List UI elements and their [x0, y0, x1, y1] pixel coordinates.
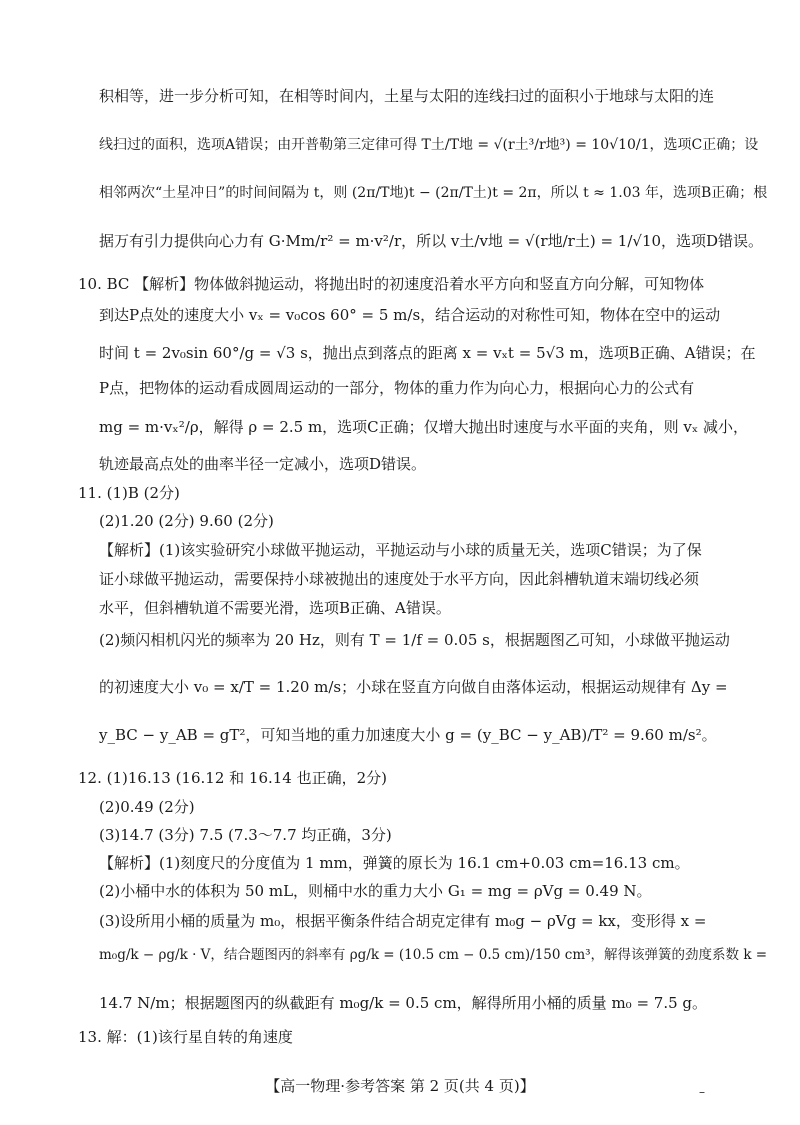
text-line: (3)设所用小桶的质量为 m₀，根据平衡条件结合胡克定律有 m₀g − ρVg = kx，变形得 x =	[99, 912, 707, 930]
question-12-heading: 12. (1)16.13 (16.12 和 16.14 也正确，2分)	[78, 769, 388, 787]
question-11-heading: 11. (1)B (2分)	[78, 484, 180, 502]
text-line: m₀g/k − ρg/k · V，结合题图丙的斜率有 ρg/k = (10.5 cm − 0.5 cm)/150 cm³，解得该弹簧的劲度系数 k =	[99, 947, 768, 963]
corner-mark: –	[699, 1085, 705, 1099]
text-line: 轨迹最高点处的曲率半径一定减小，选项D错误。	[99, 455, 427, 473]
text-line: 据万有引力提供向心力有 G·Mm/r² = m·v²/r，所以 v土/v地 = √(r地/r土) = 1/√10，选项D错误。	[99, 232, 764, 250]
text-line: 积相等，进一步分析可知，在相等时间内，土星与太阳的连线扫过的面积小于地球与太阳的连	[99, 87, 715, 105]
text-line: 的初速度大小 v₀ = x/T = 1.20 m/s；小球在竖直方向做自由落体运动，根据运动规律有 Δy =	[99, 678, 728, 696]
question-10-heading: 10. BC 【解析】物体做斜抛运动，将抛出时的初速度沿着水平方向和竖直方向分解，可知物体	[78, 275, 705, 293]
page-footer: 【高一物理·参考答案 第 2 页(共 4 页)】	[265, 1077, 535, 1095]
text-line: 到达P点处的速度大小 vₓ = v₀cos 60° = 5 m/s，结合运动的对称性可知，物体在空中的运动	[99, 306, 721, 324]
text-line: 线扫过的面积，选项A错误；由开普勒第三定律可得 T土/T地 = √(r土³/r地³) = 10√10/1，选项C正确；设	[99, 137, 759, 153]
text-line: 14.7 N/m；根据题图丙的纵截距有 m₀g/k = 0.5 cm，解得所用小桶的质量 m₀ = 7.5 g。	[99, 994, 708, 1012]
text-line: (2)0.49 (2分)	[99, 798, 195, 816]
analysis-line: 【解析】(1)刻度尺的分度值为 1 mm，弹簧的原长为 16.1 cm+0.03 cm=16.13 cm。	[99, 854, 690, 872]
text-line: (2)1.20 (2分) 9.60 (2分)	[99, 512, 274, 530]
text-line: mg = m·vₓ²/ρ，解得 ρ = 2.5 m，选项C正确；仅增大抛出时速度与水平面的夹角，则 vₓ 减小，	[99, 418, 749, 436]
text-line: P点，把物体的运动看成圆周运动的一部分，物体的重力作为向心力，根据向心力的公式有	[99, 379, 695, 397]
text-line: y_BC − y_AB = gT²，可知当地的重力加速度大小 g = (y_BC − y_AB)/T² = 9.60 m/s²。	[99, 726, 717, 744]
text-line: 相邻两次“土星冲日”的时间间隔为 t，则 (2π/T地)t − (2π/T土)t = 2π，所以 t ≈ 1.03 年，选项B正确；根	[99, 185, 768, 201]
text-line: 水平，但斜槽轨道不需要光滑，选项B正确、A错误。	[99, 599, 451, 617]
text-line: 时间 t = 2v₀sin 60°/g = √3 s，抛出点到落点的距离 x = vₓt = 5√3 m，选项B正确、A错误；在	[99, 344, 756, 362]
question-13-heading: 13. 解：(1)该行星自转的角速度	[78, 1028, 293, 1046]
text-line: (2)小桶中水的体积为 50 mL，则桶中水的重力大小 G₁ = mg = ρVg = 0.49 N。	[99, 882, 652, 900]
text-line: 证小球做平抛运动，需要保持小球被抛出的速度处于水平方向，因此斜槽轨道末端切线必须	[99, 570, 700, 588]
text-line: (2)频闪相机闪光的频率为 20 Hz，则有 T = 1/f = 0.05 s，根据题图乙可知，小球做平抛运动	[99, 631, 730, 649]
text-line: (3)14.7 (3分) 7.5 (7.3～7.7 均正确，3分)	[99, 826, 392, 844]
analysis-line: 【解析】(1)该实验研究小球做平抛运动，平抛运动与小球的质量无关，选项C错误；为了保	[99, 541, 702, 559]
